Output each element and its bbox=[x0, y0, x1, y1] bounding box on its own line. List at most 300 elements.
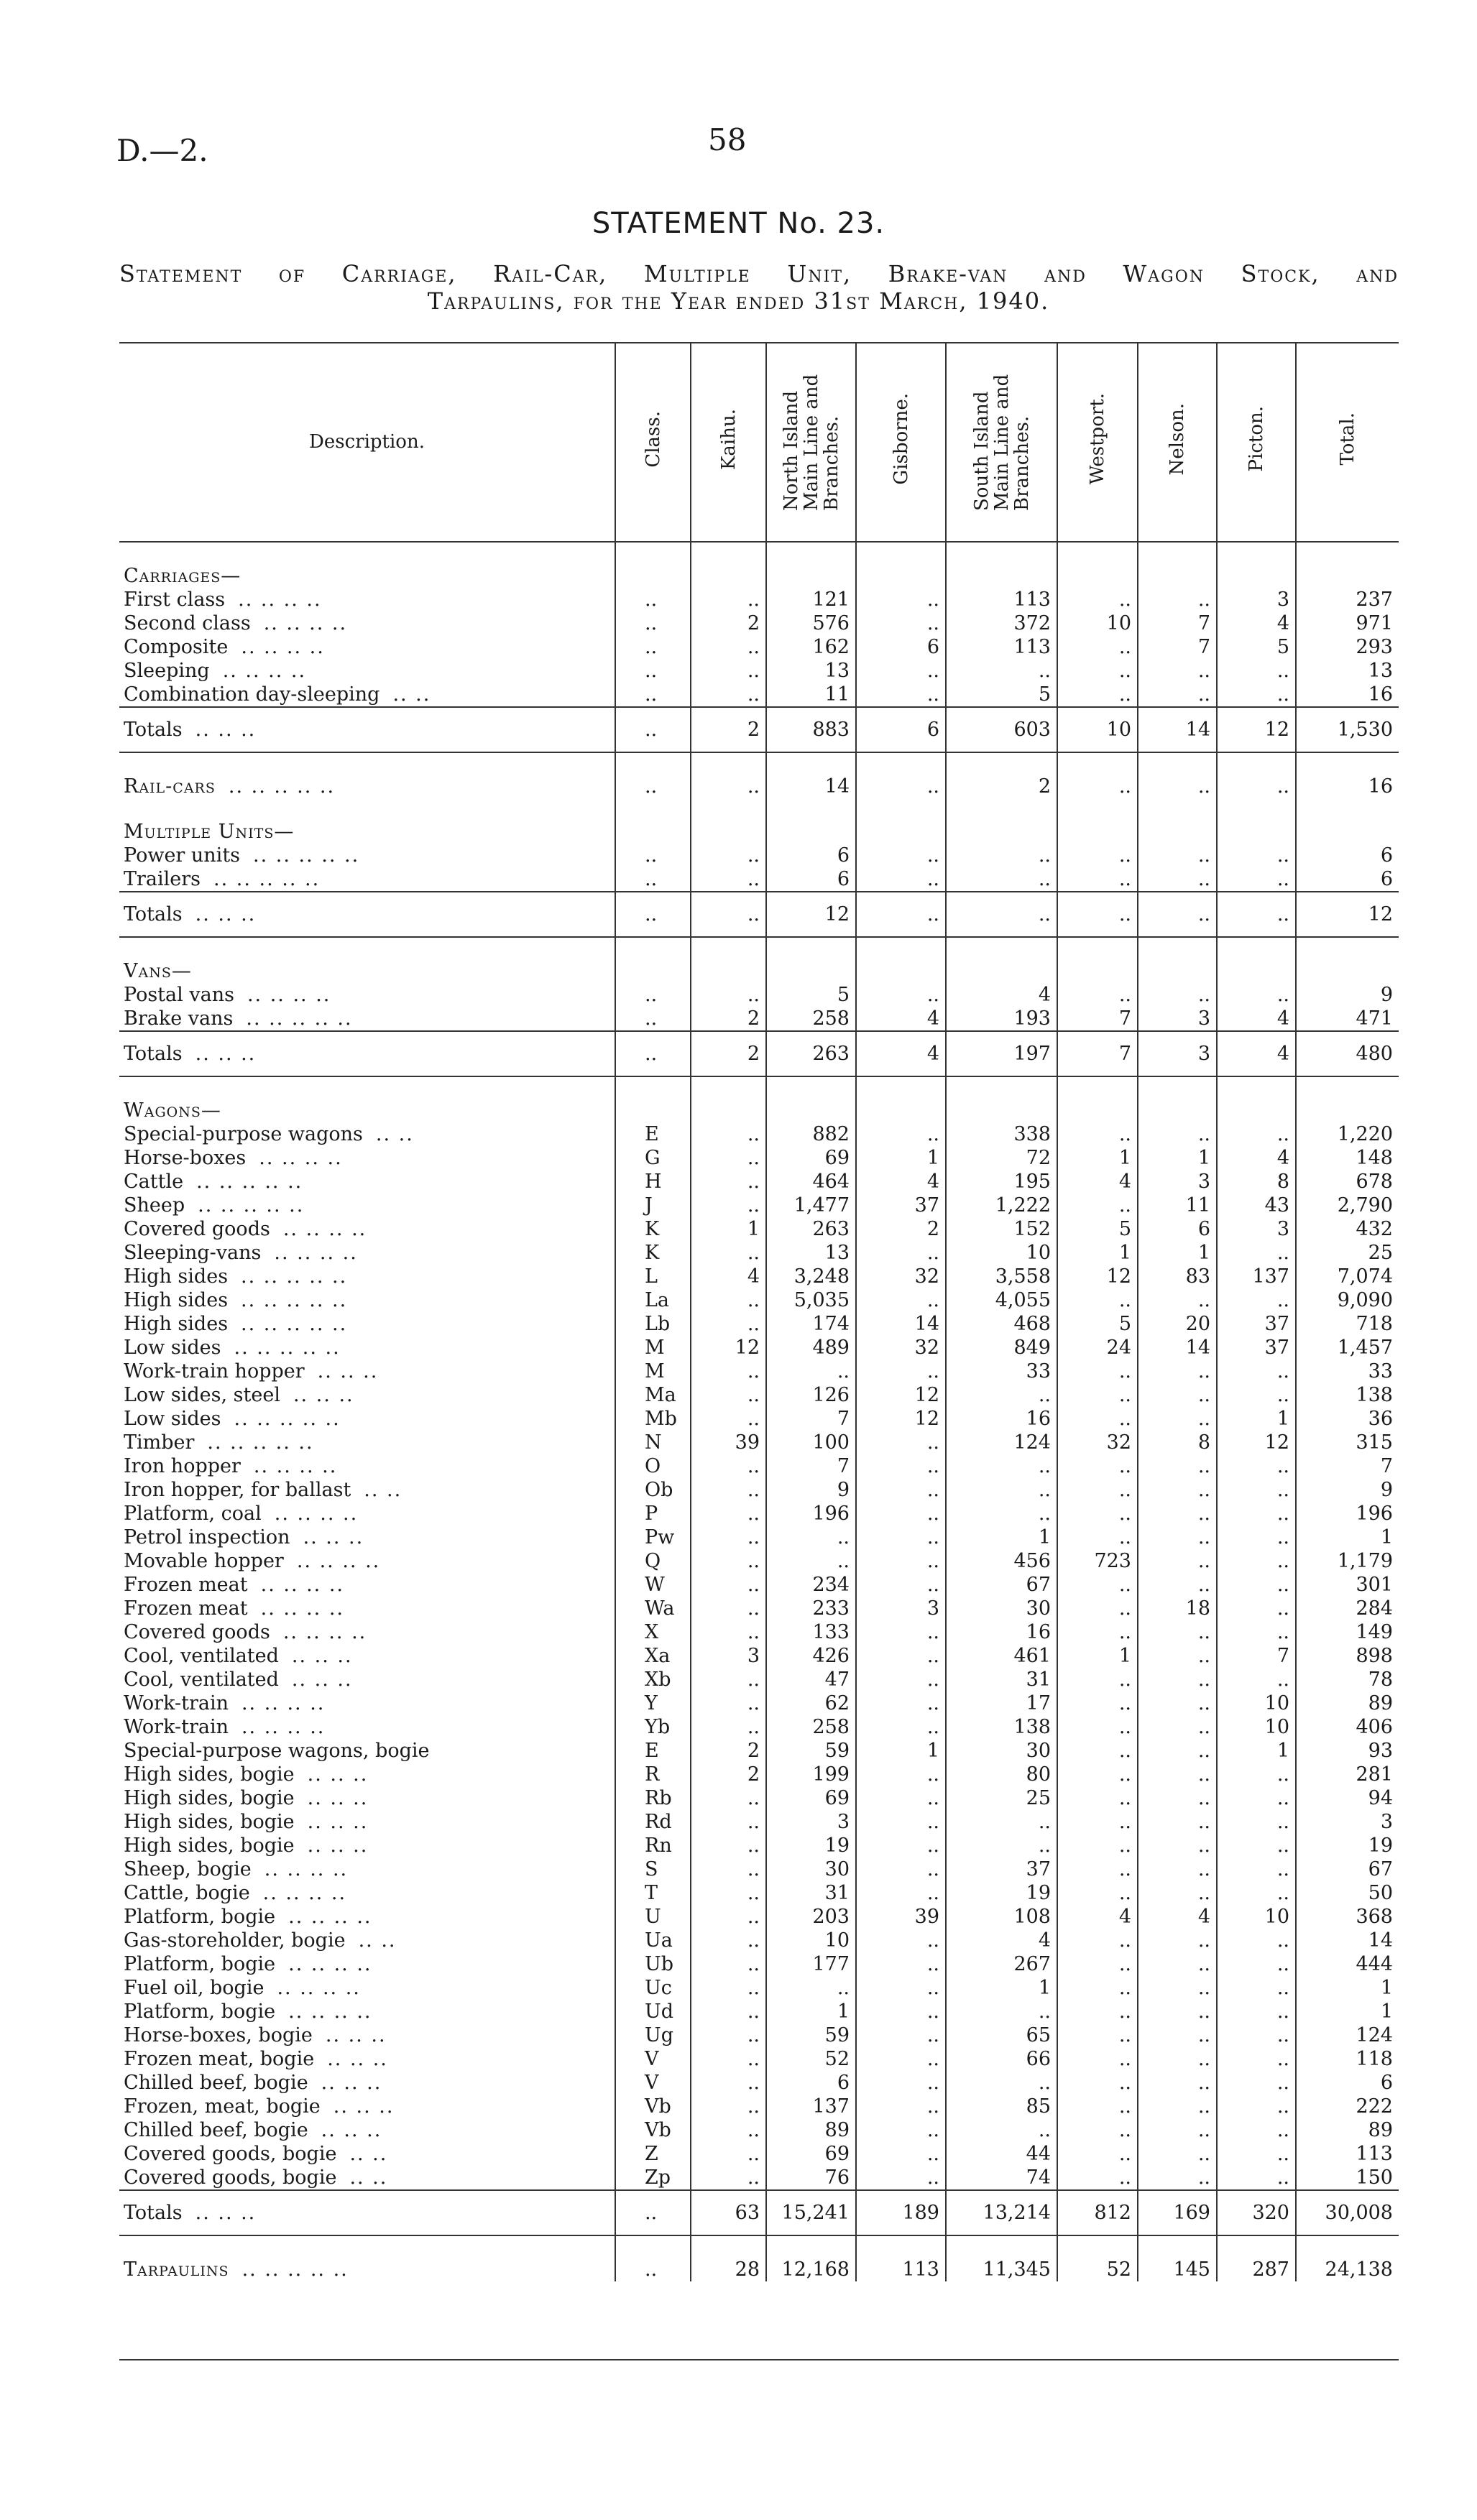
cell-pic: 4 bbox=[1217, 1146, 1296, 1170]
cell-south: .. bbox=[946, 1502, 1057, 1526]
cell-nel: 83 bbox=[1138, 1265, 1217, 1288]
row-label-text: Covered goods, bogie bbox=[124, 2143, 337, 2165]
cell-west: .. bbox=[1057, 659, 1138, 683]
cell-kaihu: 12 bbox=[691, 1336, 766, 1360]
cell-south: 65 bbox=[946, 2023, 1057, 2047]
cell-gis: 4 bbox=[856, 1170, 946, 1194]
row-label bbox=[119, 1810, 615, 1834]
cell-cls: .. bbox=[615, 1007, 691, 1031]
row-label-text: Platform, bogie bbox=[124, 2000, 276, 2023]
row-label bbox=[119, 1383, 615, 1407]
cell-pic: .. bbox=[1217, 1122, 1296, 1146]
cell-north: 203 bbox=[766, 1905, 856, 1929]
cell-cls: Xb bbox=[615, 1668, 691, 1691]
cell-nel: 145 bbox=[1138, 2235, 1217, 2281]
row-label bbox=[119, 2023, 615, 2047]
row-label bbox=[119, 1857, 615, 1881]
cell-gis: 37 bbox=[856, 1194, 946, 1217]
row-label-text: Sleeping-vans bbox=[124, 1242, 262, 1264]
cell-nel: .. bbox=[1138, 752, 1217, 798]
row-label-text: Covered goods bbox=[124, 1218, 270, 1240]
cell-pic: .. bbox=[1217, 1383, 1296, 1407]
cell-pic: 137 bbox=[1217, 1265, 1296, 1288]
row-label bbox=[119, 1146, 615, 1170]
cell-pic: .. bbox=[1217, 1454, 1296, 1478]
cell-south: 37 bbox=[946, 1857, 1057, 1881]
row-label bbox=[119, 2235, 615, 2281]
cell-kaihu: .. bbox=[691, 1715, 766, 1739]
leader-dots: .. .. .. .. .. bbox=[253, 844, 360, 867]
rolling-stock-table bbox=[119, 343, 1399, 2281]
cell-north: 69 bbox=[766, 1146, 856, 1170]
cell-nel: .. bbox=[1138, 2071, 1217, 2095]
cell-south: .. bbox=[946, 1834, 1057, 1857]
cell-cls: .. bbox=[615, 2235, 691, 2281]
cell-gis: .. bbox=[856, 1834, 946, 1857]
cell-pic: .. bbox=[1217, 1526, 1296, 1549]
leader-dots: .. .. .. .. bbox=[241, 1716, 326, 1738]
cell-south: 3,558 bbox=[946, 1265, 1057, 1288]
row-label-text: Low sides bbox=[124, 1408, 221, 1430]
cell-pic: 3 bbox=[1217, 588, 1296, 611]
row-label bbox=[119, 1597, 615, 1620]
cell-west: .. bbox=[1057, 1620, 1138, 1644]
cell-nel: 14 bbox=[1138, 1336, 1217, 1360]
cell-pic: .. bbox=[1217, 2000, 1296, 2023]
cell-total: 196 bbox=[1296, 1502, 1399, 1526]
table-row bbox=[119, 1668, 1399, 1691]
cell-gis: .. bbox=[856, 1454, 946, 1478]
cell-cls: Vb bbox=[615, 2095, 691, 2118]
leader-dots: .. .. bbox=[364, 1479, 402, 1501]
cell-west: .. bbox=[1057, 1288, 1138, 1312]
cell-gis: .. bbox=[856, 659, 946, 683]
cell-cls: Ua bbox=[615, 1929, 691, 1952]
cell-total: 368 bbox=[1296, 1905, 1399, 1929]
table-row bbox=[119, 1834, 1399, 1857]
cell-total: 16 bbox=[1296, 683, 1399, 707]
cell-cls: Wa bbox=[615, 1597, 691, 1620]
cell-cls: T bbox=[615, 1881, 691, 1905]
cell-nel: .. bbox=[1138, 1620, 1217, 1644]
cell-south: 80 bbox=[946, 1763, 1057, 1786]
table-row bbox=[119, 1146, 1399, 1170]
cell-cls: .. bbox=[615, 707, 691, 752]
cell-total: 293 bbox=[1296, 635, 1399, 659]
cell-nel: .. bbox=[1138, 844, 1217, 867]
cell-nel: .. bbox=[1138, 892, 1217, 937]
cell-nel: .. bbox=[1138, 1715, 1217, 1739]
cell-cls: V bbox=[615, 2047, 691, 2071]
cell-cls: P bbox=[615, 1502, 691, 1526]
cell-west: .. bbox=[1057, 2142, 1138, 2166]
cell-nel: 11 bbox=[1138, 1194, 1217, 1217]
cell-kaihu: .. bbox=[691, 1454, 766, 1478]
cell-gis: 12 bbox=[856, 1407, 946, 1431]
row-label-text: Low sides bbox=[124, 1337, 221, 1359]
cell-gis: .. bbox=[856, 588, 946, 611]
cell-cls: .. bbox=[615, 588, 691, 611]
cell-west: 52 bbox=[1057, 2235, 1138, 2281]
cell-gis: .. bbox=[856, 892, 946, 937]
cell-kaihu: .. bbox=[691, 2000, 766, 2023]
cell-cls: J bbox=[615, 1194, 691, 1217]
multiple-units-heading-label: Multiple Units— bbox=[124, 821, 295, 843]
cell-cls: .. bbox=[615, 659, 691, 683]
cell-pic: .. bbox=[1217, 1786, 1296, 1810]
cell-north: 177 bbox=[766, 1952, 856, 1976]
cell-west: .. bbox=[1057, 1952, 1138, 1976]
cell-kaihu: .. bbox=[691, 2095, 766, 2118]
leader-dots: .. .. .. bbox=[307, 1834, 369, 1857]
cell-south: 30 bbox=[946, 1739, 1057, 1763]
cell-nel: 1 bbox=[1138, 1241, 1217, 1265]
cell-kaihu: .. bbox=[691, 1976, 766, 2000]
cell-total: 284 bbox=[1296, 1597, 1399, 1620]
cell-gis: .. bbox=[856, 1478, 946, 1502]
table-row bbox=[119, 1929, 1399, 1952]
cell-south: 13,214 bbox=[946, 2190, 1057, 2235]
cell-gis: .. bbox=[856, 683, 946, 707]
cell-south: 849 bbox=[946, 1336, 1057, 1360]
cell-south: 16 bbox=[946, 1407, 1057, 1431]
cell-total: 301 bbox=[1296, 1573, 1399, 1597]
cell-gis: .. bbox=[856, 867, 946, 892]
cell-total: 898 bbox=[1296, 1644, 1399, 1668]
leader-dots: .. .. .. bbox=[291, 1669, 353, 1691]
cell-pic: .. bbox=[1217, 1478, 1296, 1502]
cell-nel: .. bbox=[1138, 1407, 1217, 1431]
cell-west: .. bbox=[1057, 892, 1138, 937]
leader-dots: .. .. .. .. bbox=[288, 1906, 372, 1928]
cell-kaihu: .. bbox=[691, 892, 766, 937]
cell-south: 195 bbox=[946, 1170, 1057, 1194]
cell-west: .. bbox=[1057, 983, 1138, 1007]
row-label bbox=[119, 1526, 615, 1549]
cell-south: 468 bbox=[946, 1312, 1057, 1336]
cell-south: 4 bbox=[946, 983, 1057, 1007]
row-label-text: High sides, bogie bbox=[124, 1763, 295, 1786]
cell-west: .. bbox=[1057, 844, 1138, 867]
cell-nel: 7 bbox=[1138, 635, 1217, 659]
cell-south: 152 bbox=[946, 1217, 1057, 1241]
table-row bbox=[119, 1976, 1399, 2000]
cell-total: 406 bbox=[1296, 1715, 1399, 1739]
row-label bbox=[119, 1952, 615, 1976]
cell-west: .. bbox=[1057, 1478, 1138, 1502]
cell-cls: M bbox=[615, 1360, 691, 1383]
cell-south: .. bbox=[946, 659, 1057, 683]
row-label-text: Covered goods bbox=[124, 1621, 270, 1643]
cell-pic: .. bbox=[1217, 2142, 1296, 2166]
leader-dots: .. .. .. .. bbox=[277, 1977, 361, 1999]
cell-cls: V bbox=[615, 2071, 691, 2095]
cell-nel: .. bbox=[1138, 1952, 1217, 1976]
cell-kaihu: 2 bbox=[691, 1739, 766, 1763]
cell-cls: E bbox=[615, 1739, 691, 1763]
cell-gis: .. bbox=[856, 844, 946, 867]
cell-kaihu: .. bbox=[691, 867, 766, 892]
row-label-text: Totals bbox=[124, 719, 183, 741]
cell-west: .. bbox=[1057, 1881, 1138, 1905]
cell-cls: .. bbox=[615, 892, 691, 937]
cell-north: 19 bbox=[766, 1834, 856, 1857]
cell-total: 471 bbox=[1296, 1007, 1399, 1031]
cell-nel: .. bbox=[1138, 1502, 1217, 1526]
cell-total: 67 bbox=[1296, 1857, 1399, 1881]
cell-total: 118 bbox=[1296, 2047, 1399, 2071]
row-label bbox=[119, 2166, 615, 2190]
row-label-text: Sheep, bogie bbox=[124, 1858, 252, 1880]
cell-kaihu: 3 bbox=[691, 1644, 766, 1668]
leader-dots: .. .. .. bbox=[333, 2095, 395, 2118]
cell-pic: .. bbox=[1217, 2071, 1296, 2095]
cell-total: 281 bbox=[1296, 1763, 1399, 1786]
cell-north: 31 bbox=[766, 1881, 856, 1905]
col-north-island: North Island Main Line and Branches. bbox=[766, 343, 856, 542]
cell-pic: .. bbox=[1217, 1881, 1296, 1905]
cell-south: 30 bbox=[946, 1597, 1057, 1620]
cell-kaihu: .. bbox=[691, 1810, 766, 1834]
table-row bbox=[119, 1007, 1399, 1031]
leader-dots: .. .. .. .. bbox=[274, 1503, 359, 1525]
cell-total: 7 bbox=[1296, 1454, 1399, 1478]
leader-dots: .. .. bbox=[358, 1929, 397, 1952]
cell-total: 480 bbox=[1296, 1031, 1399, 1076]
cell-west: 4 bbox=[1057, 1170, 1138, 1194]
leader-dots: .. .. .. .. bbox=[260, 1574, 345, 1596]
cell-nel: 3 bbox=[1138, 1170, 1217, 1194]
row-label bbox=[119, 2071, 615, 2095]
cell-gis: 4 bbox=[856, 1031, 946, 1076]
cell-cls: W bbox=[615, 1573, 691, 1597]
cell-gis: .. bbox=[856, 1952, 946, 1976]
cell-kaihu: .. bbox=[691, 1881, 766, 1905]
cell-pic: .. bbox=[1217, 1857, 1296, 1881]
cell-west: 10 bbox=[1057, 611, 1138, 635]
cell-north: 1,477 bbox=[766, 1194, 856, 1217]
cell-nel: .. bbox=[1138, 1763, 1217, 1786]
row-label bbox=[119, 1739, 615, 1763]
cell-cls: Rn bbox=[615, 1834, 691, 1857]
cell-gis: 2 bbox=[856, 1217, 946, 1241]
row-label-text: First class bbox=[124, 589, 226, 611]
wagons-heading bbox=[119, 1076, 1399, 1122]
cell-total: 6 bbox=[1296, 2071, 1399, 2095]
row-label bbox=[119, 1573, 615, 1597]
cell-gis: .. bbox=[856, 1288, 946, 1312]
cell-nel: 18 bbox=[1138, 1597, 1217, 1620]
row-label bbox=[119, 1360, 615, 1383]
leader-dots: .. .. .. bbox=[307, 1787, 369, 1809]
leader-dots: .. .. .. bbox=[307, 1763, 369, 1786]
leader-dots: .. .. .. .. .. bbox=[213, 868, 321, 890]
cell-pic: 37 bbox=[1217, 1312, 1296, 1336]
cell-gis: .. bbox=[856, 1786, 946, 1810]
cell-nel: 14 bbox=[1138, 707, 1217, 752]
cell-nel: .. bbox=[1138, 659, 1217, 683]
cell-pic: 3 bbox=[1217, 1217, 1296, 1241]
cell-total: 33 bbox=[1296, 1360, 1399, 1383]
cell-gis: .. bbox=[856, 1881, 946, 1905]
cell-south: 10 bbox=[946, 1241, 1057, 1265]
col-class: Class. bbox=[615, 343, 691, 542]
statement-title-line-1: Statement of Carriage, Rail-Car, Multiple Unit, Brake-van and Wagon Stock, and bbox=[119, 260, 1399, 287]
leader-dots: .. .. .. .. .. bbox=[207, 1431, 314, 1454]
row-label bbox=[119, 635, 615, 659]
leader-dots: .. .. .. bbox=[327, 2048, 388, 2070]
cell-west: 1 bbox=[1057, 1146, 1138, 1170]
leader-dots: .. .. .. bbox=[303, 1526, 364, 1549]
cell-south: .. bbox=[946, 867, 1057, 892]
cell-kaihu: .. bbox=[691, 2166, 766, 2190]
cell-cls: K bbox=[615, 1217, 691, 1241]
row-label-text: Timber bbox=[124, 1431, 195, 1454]
cell-south: 461 bbox=[946, 1644, 1057, 1668]
cell-north: .. bbox=[766, 1526, 856, 1549]
cell-west: 12 bbox=[1057, 1265, 1138, 1288]
cell-west: .. bbox=[1057, 1194, 1138, 1217]
cell-total: 24,138 bbox=[1296, 2235, 1399, 2281]
leader-dots: .. .. bbox=[392, 683, 431, 706]
row-label bbox=[119, 1786, 615, 1810]
cell-nel: .. bbox=[1138, 2095, 1217, 2118]
cell-south: 124 bbox=[946, 1431, 1057, 1454]
cell-cls: O bbox=[615, 1454, 691, 1478]
cell-west: .. bbox=[1057, 1739, 1138, 1763]
cell-nel: 20 bbox=[1138, 1312, 1217, 1336]
wagons-heading-label: Wagons— bbox=[124, 1099, 221, 1122]
cell-nel: .. bbox=[1138, 588, 1217, 611]
col-kaihu: Kaihu. bbox=[691, 343, 766, 542]
cell-gis: 4 bbox=[856, 1007, 946, 1031]
cell-north: 258 bbox=[766, 1715, 856, 1739]
cell-west: .. bbox=[1057, 1526, 1138, 1549]
row-label bbox=[119, 1265, 615, 1288]
cell-kaihu: .. bbox=[691, 1929, 766, 1952]
row-label bbox=[119, 844, 615, 867]
cell-south: .. bbox=[946, 1383, 1057, 1407]
cell-pic: 287 bbox=[1217, 2235, 1296, 2281]
leader-dots: .. .. .. bbox=[321, 2072, 382, 2094]
row-label bbox=[119, 1881, 615, 1905]
cell-cls: L bbox=[615, 1265, 691, 1288]
cell-nel: .. bbox=[1138, 1834, 1217, 1857]
cell-pic: 1 bbox=[1217, 1407, 1296, 1431]
row-label bbox=[119, 1031, 615, 1076]
cell-pic: 8 bbox=[1217, 1170, 1296, 1194]
cell-south: 113 bbox=[946, 588, 1057, 611]
row-label bbox=[119, 1668, 615, 1691]
table-row bbox=[119, 1194, 1399, 1217]
table-row bbox=[119, 1549, 1399, 1573]
table-row bbox=[119, 1288, 1399, 1312]
cell-nel: .. bbox=[1138, 1478, 1217, 1502]
cell-south: 72 bbox=[946, 1146, 1057, 1170]
cell-gis: .. bbox=[856, 1857, 946, 1881]
leader-dots: .. .. .. bbox=[195, 903, 257, 926]
cell-pic: .. bbox=[1217, 1976, 1296, 2000]
cell-total: 718 bbox=[1296, 1312, 1399, 1336]
row-label-text: Cool, ventilated bbox=[124, 1669, 279, 1691]
cell-south: 456 bbox=[946, 1549, 1057, 1573]
cell-pic: 43 bbox=[1217, 1194, 1296, 1217]
table-row bbox=[119, 2071, 1399, 2095]
cell-kaihu: .. bbox=[691, 844, 766, 867]
cell-total: 1 bbox=[1296, 1526, 1399, 1549]
leader-dots: .. .. .. .. bbox=[264, 1858, 349, 1880]
cell-west: .. bbox=[1057, 1810, 1138, 1834]
cell-cls: .. bbox=[615, 611, 691, 635]
row-label bbox=[119, 1549, 615, 1573]
cell-west: .. bbox=[1057, 2023, 1138, 2047]
leader-dots: .. .. bbox=[375, 1123, 414, 1145]
cell-north: 464 bbox=[766, 1170, 856, 1194]
row-label-text: Composite bbox=[124, 636, 229, 658]
table-row bbox=[119, 1739, 1399, 1763]
leader-dots: .. .. bbox=[349, 2166, 388, 2189]
cell-west: .. bbox=[1057, 588, 1138, 611]
cell-pic: .. bbox=[1217, 2166, 1296, 2190]
cell-north: 69 bbox=[766, 2142, 856, 2166]
cell-west: .. bbox=[1057, 2047, 1138, 2071]
row-label-text: High sides bbox=[124, 1313, 229, 1335]
cell-nel: .. bbox=[1138, 1383, 1217, 1407]
row-label-text: Second class bbox=[124, 612, 251, 634]
row-label-text: High sides, bogie bbox=[124, 1787, 295, 1809]
leader-dots: .. .. .. bbox=[325, 2024, 387, 2046]
cell-north: 52 bbox=[766, 2047, 856, 2071]
cell-north: 7 bbox=[766, 1454, 856, 1478]
row-label bbox=[119, 1691, 615, 1715]
cell-cls: Lb bbox=[615, 1312, 691, 1336]
cell-pic: 10 bbox=[1217, 1715, 1296, 1739]
cell-gis: .. bbox=[856, 1526, 946, 1549]
cell-kaihu: .. bbox=[691, 1383, 766, 1407]
cell-total: 19 bbox=[1296, 1834, 1399, 1857]
row-label-text: Iron hopper, for ballast bbox=[124, 1479, 351, 1501]
leader-dots: .. .. .. bbox=[195, 2202, 257, 2224]
table-row bbox=[119, 1810, 1399, 1834]
cell-total: 1,220 bbox=[1296, 1122, 1399, 1146]
row-label-text: Work-train hopper bbox=[124, 1360, 305, 1383]
leader-dots: .. .. .. .. .. bbox=[246, 1007, 353, 1030]
row-label bbox=[119, 2047, 615, 2071]
col-gisborne: Gisborne. bbox=[856, 343, 946, 542]
table-row bbox=[119, 1644, 1399, 1668]
cell-west: .. bbox=[1057, 2166, 1138, 2190]
cell-west: .. bbox=[1057, 2095, 1138, 2118]
cell-kaihu: .. bbox=[691, 2118, 766, 2142]
leader-dots: .. .. .. bbox=[307, 1811, 369, 1833]
cell-north: 126 bbox=[766, 1383, 856, 1407]
table-row bbox=[119, 1360, 1399, 1383]
cell-gis: 113 bbox=[856, 2235, 946, 2281]
table-row bbox=[119, 2095, 1399, 2118]
row-label-text: Movable hopper bbox=[124, 1550, 284, 1572]
cell-cls: Ma bbox=[615, 1383, 691, 1407]
cell-north: 13 bbox=[766, 1241, 856, 1265]
cell-kaihu: .. bbox=[691, 1407, 766, 1431]
row-label-text: Chilled beef, bogie bbox=[124, 2119, 308, 2141]
cell-nel: 169 bbox=[1138, 2190, 1217, 2235]
cell-gis: 189 bbox=[856, 2190, 946, 2235]
row-label-text: High sides bbox=[124, 1289, 229, 1311]
cell-south: 4,055 bbox=[946, 1288, 1057, 1312]
cell-west: .. bbox=[1057, 1976, 1138, 2000]
table-row bbox=[119, 1502, 1399, 1526]
cell-gis: .. bbox=[856, 1431, 946, 1454]
